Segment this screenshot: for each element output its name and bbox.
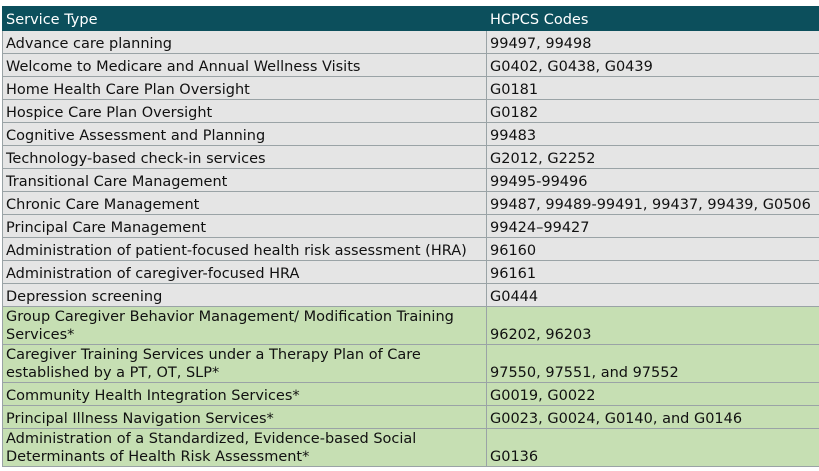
service-type-cell: Administration of caregiver-focused HRA (3, 261, 487, 284)
hcpcs-codes-cell: 99424–99427 (487, 215, 819, 238)
hcpcs-codes-cell: 96160 (487, 238, 819, 261)
table-row (3, 100, 819, 123)
table-row (3, 146, 819, 169)
hcpcs-codes-cell: 99483 (487, 123, 819, 146)
service-type-cell: Caregiver Training Services under a Therapy Plan of Care established by a PT, OT, SLP* (3, 345, 487, 383)
hcpcs-codes-cell: 99495-99496 (487, 169, 819, 192)
service-type-cell: Depression screening (3, 284, 487, 307)
hcpcs-codes-cell: G0136 (487, 429, 819, 467)
service-type-cell: Transitional Care Management (3, 169, 487, 192)
table-body (3, 31, 819, 467)
hcpcs-codes-cell: G0023, G0024, G0140, and G0146 (487, 406, 819, 429)
table-row (3, 261, 819, 284)
hcpcs-codes-table (2, 6, 819, 467)
table-row (3, 169, 819, 192)
hcpcs-codes-cell: 96161 (487, 261, 819, 284)
table-header (3, 7, 819, 31)
table-row (3, 238, 819, 261)
table-row (3, 429, 819, 467)
service-type-cell: Group Caregiver Behavior Management/ Modification Training Services* (3, 307, 487, 345)
hcpcs-codes-cell: 97550, 97551, and 97552 (487, 345, 819, 383)
service-type-cell: Community Health Integration Services* (3, 383, 487, 406)
hcpcs-codes-cell: G0182 (487, 100, 819, 123)
service-type-cell: Technology-based check-in services (3, 146, 487, 169)
hcpcs-codes-cell: G0402, G0438, G0439 (487, 54, 819, 77)
table-row (3, 77, 819, 100)
table-row (3, 54, 819, 77)
column-header-hcpcs-codes: HCPCS Codes (487, 7, 819, 31)
hcpcs-codes-cell: 96202, 96203 (487, 307, 819, 345)
service-type-cell: Principal Care Management (3, 215, 487, 238)
service-type-cell: Welcome to Medicare and Annual Wellness Visits (3, 54, 487, 77)
hcpcs-codes-cell: G0181 (487, 77, 819, 100)
service-type-cell: Chronic Care Management (3, 192, 487, 215)
hcpcs-codes-cell: 99497, 99498 (487, 31, 819, 54)
service-type-cell: Home Health Care Plan Oversight (3, 77, 487, 100)
table-row (3, 307, 819, 345)
service-type-cell: Administration of a Standardized, Evidence-based Social Determinants of Health Risk Assessment* (3, 429, 487, 467)
service-type-cell: Cognitive Assessment and Planning (3, 123, 487, 146)
table-row (3, 284, 819, 307)
table-row (3, 406, 819, 429)
header-row (3, 7, 819, 31)
hcpcs-codes-cell: G0444 (487, 284, 819, 307)
hcpcs-codes-cell: 99487, 99489-99491, 99437, 99439, G0506 (487, 192, 819, 215)
table-row (3, 345, 819, 383)
column-header-service-type: Service Type (3, 7, 487, 31)
table-row (3, 31, 819, 54)
table-row (3, 215, 819, 238)
service-type-cell: Hospice Care Plan Oversight (3, 100, 487, 123)
service-type-cell: Advance care planning (3, 31, 487, 54)
service-type-cell: Principal Illness Navigation Services* (3, 406, 487, 429)
table-row (3, 192, 819, 215)
table-row (3, 123, 819, 146)
hcpcs-codes-cell: G2012, G2252 (487, 146, 819, 169)
table-row (3, 383, 819, 406)
service-type-cell: Administration of patient-focused health risk assessment (HRA) (3, 238, 487, 261)
hcpcs-codes-cell: G0019, G0022 (487, 383, 819, 406)
